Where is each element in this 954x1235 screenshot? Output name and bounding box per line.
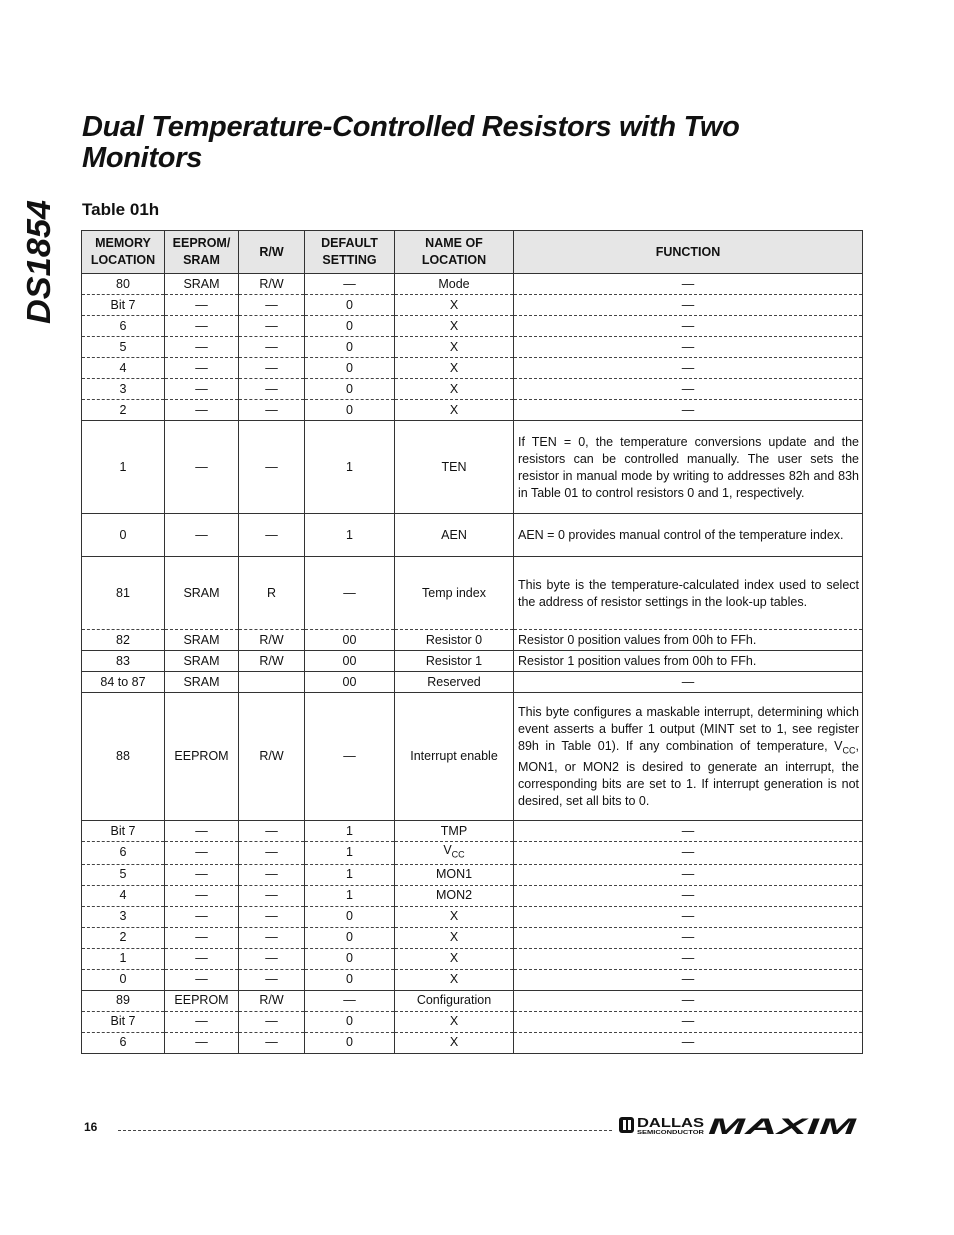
table-row: [82, 885, 863, 906]
cell-function: —: [514, 400, 863, 421]
cell-default-setting: —: [305, 274, 395, 295]
cell-default-setting: 0: [305, 358, 395, 379]
cell-name-of-location: AEN: [395, 514, 514, 557]
cell-default-setting: 1: [305, 821, 395, 842]
cell-rw: —: [239, 295, 305, 316]
cell-memory-location: 6: [82, 1032, 165, 1053]
cell-rw: —: [239, 514, 305, 557]
cell-default-setting: 0: [305, 295, 395, 316]
table-row: [82, 274, 863, 295]
cell-eeprom-sram: —: [165, 358, 239, 379]
cell-eeprom-sram: SRAM: [165, 651, 239, 672]
cell-default-setting: 0: [305, 337, 395, 358]
cell-eeprom-sram: EEPROM: [165, 990, 239, 1011]
table-row: [82, 672, 863, 693]
cell-rw: R/W: [239, 990, 305, 1011]
table-row: [82, 906, 863, 927]
table-row: [82, 337, 863, 358]
cell-default-setting: 00: [305, 651, 395, 672]
table-row: [82, 1032, 863, 1053]
cell-default-setting: 1: [305, 885, 395, 906]
cell-rw: —: [239, 969, 305, 990]
cell-rw: —: [239, 400, 305, 421]
cell-rw: —: [239, 948, 305, 969]
cell-memory-location: 5: [82, 864, 165, 885]
cell-name-of-location: MON2: [395, 885, 514, 906]
cell-name-of-location: X: [395, 379, 514, 400]
cell-rw: R/W: [239, 630, 305, 651]
cell-eeprom-sram: SRAM: [165, 672, 239, 693]
cell-name-of-location: X: [395, 316, 514, 337]
cell-memory-location: 6: [82, 316, 165, 337]
footer-rule: [118, 1130, 612, 1131]
cell-function: —: [514, 906, 863, 927]
table-row: [82, 316, 863, 337]
cell-function: Resistor 0 position values from 00h to FFh.: [514, 630, 863, 651]
cell-default-setting: 0: [305, 1032, 395, 1053]
cell-memory-location: 80: [82, 274, 165, 295]
cell-eeprom-sram: —: [165, 906, 239, 927]
cell-eeprom-sram: SRAM: [165, 557, 239, 630]
side-part-number-text: DS1854: [20, 204, 57, 324]
cell-default-setting: 0: [305, 969, 395, 990]
side-part-number: [6, 200, 60, 328]
cell-memory-location: 82: [82, 630, 165, 651]
cell-eeprom-sram: —: [165, 1032, 239, 1053]
table-row: [82, 421, 863, 514]
cell-default-setting: 1: [305, 842, 395, 865]
cell-rw: —: [239, 379, 305, 400]
side-part-number-graphic: [6, 200, 60, 328]
cell-rw: R/W: [239, 693, 305, 821]
cell-name-of-location: X: [395, 969, 514, 990]
cell-default-setting: 0: [305, 316, 395, 337]
cell-function: —: [514, 885, 863, 906]
cell-name-of-location: X: [395, 1011, 514, 1032]
table-row: [82, 1011, 863, 1032]
cell-function: —: [514, 969, 863, 990]
cell-rw: —: [239, 842, 305, 865]
header-rw: R/W: [239, 231, 305, 274]
table-row: [82, 295, 863, 316]
table-row: [82, 693, 863, 821]
cell-function: —: [514, 672, 863, 693]
cell-default-setting: 0: [305, 400, 395, 421]
cell-name-of-location: X: [395, 337, 514, 358]
svg-text:DALLAS: DALLAS: [637, 1115, 705, 1130]
table-row: [82, 630, 863, 651]
svg-text:MAXIM: MAXIM: [708, 1116, 858, 1136]
cell-rw: —: [239, 421, 305, 514]
cell-default-setting: 1: [305, 864, 395, 885]
cell-name-of-location: $V_{CC}$: [395, 842, 514, 865]
cell-memory-location: 89: [82, 990, 165, 1011]
cell-function: —: [514, 1032, 863, 1053]
cell-memory-location: 1: [82, 948, 165, 969]
table-row: [82, 358, 863, 379]
cell-function: Resistor 1 position values from 00h to FFh.: [514, 651, 863, 672]
cell-function: —: [514, 864, 863, 885]
cell-rw: —: [239, 864, 305, 885]
cell-name-of-location: Reserved: [395, 672, 514, 693]
document-title: Dual Temperature-Controlled Resistors with Two Monitors: [82, 111, 740, 174]
cell-function: AEN = 0 provides manual control of the temperature index.: [514, 514, 863, 557]
cell-eeprom-sram: —: [165, 400, 239, 421]
cell-default-setting: —: [305, 693, 395, 821]
cell-eeprom-sram: —: [165, 421, 239, 514]
table-row: [82, 842, 863, 865]
cell-function: —: [514, 337, 863, 358]
table-row: [82, 948, 863, 969]
cell-eeprom-sram: —: [165, 821, 239, 842]
cell-default-setting: 0: [305, 906, 395, 927]
cell-rw: —: [239, 358, 305, 379]
cell-function: —: [514, 1011, 863, 1032]
cell-rw: —: [239, 906, 305, 927]
cell-rw: —: [239, 337, 305, 358]
cell-eeprom-sram: —: [165, 842, 239, 865]
cell-default-setting: 00: [305, 630, 395, 651]
cell-rw: —: [239, 821, 305, 842]
table-header-row: [82, 231, 863, 274]
cell-rw: [239, 672, 305, 693]
header-function: FUNCTION: [514, 231, 863, 274]
cell-rw: —: [239, 927, 305, 948]
cell-name-of-location: X: [395, 358, 514, 379]
cell-eeprom-sram: —: [165, 969, 239, 990]
table-row: [82, 990, 863, 1011]
cell-memory-location: 2: [82, 400, 165, 421]
cell-memory-location: 3: [82, 906, 165, 927]
cell-default-setting: 0: [305, 927, 395, 948]
cell-eeprom-sram: SRAM: [165, 274, 239, 295]
cell-name-of-location: X: [395, 948, 514, 969]
cell-eeprom-sram: —: [165, 295, 239, 316]
svg-text:SEMICONDUCTOR: SEMICONDUCTOR: [637, 1130, 705, 1136]
cell-default-setting: 00: [305, 672, 395, 693]
header-eeprom-sram: EEPROM/ SRAM: [165, 231, 239, 274]
cell-function: This byte configures a maskable interrupt, determining which event asserts a buffer 1 output (MINT set to 1, see register 89h in Table 01). If any combination of temperature, $V_{CC}$, MON1, or MON2 is desired to generate an interrupt, the corresponding bits are set to 1. If interrupt generation is not desired, set all bits to 0.: [514, 693, 863, 821]
cell-eeprom-sram: —: [165, 316, 239, 337]
cell-rw: R/W: [239, 651, 305, 672]
dallas-semiconductor-logo: [618, 1114, 706, 1136]
cell-eeprom-sram: —: [165, 379, 239, 400]
cell-function: —: [514, 358, 863, 379]
cell-default-setting: 0: [305, 948, 395, 969]
cell-eeprom-sram: —: [165, 337, 239, 358]
cell-function: —: [514, 295, 863, 316]
cell-memory-location: 0: [82, 514, 165, 557]
cell-function: This byte is the temperature-calculated index used to select the address of resistor settings in the look-up tables.: [514, 557, 863, 630]
cell-memory-location: 83: [82, 651, 165, 672]
cell-eeprom-sram: —: [165, 514, 239, 557]
cell-memory-location: 5: [82, 337, 165, 358]
cell-name-of-location: Temp index: [395, 557, 514, 630]
cell-default-setting: 1: [305, 421, 395, 514]
cell-default-setting: —: [305, 557, 395, 630]
cell-function: —: [514, 316, 863, 337]
cell-memory-location: 6: [82, 842, 165, 865]
table-row: [82, 379, 863, 400]
cell-function: —: [514, 948, 863, 969]
cell-eeprom-sram: EEPROM: [165, 693, 239, 821]
cell-name-of-location: X: [395, 295, 514, 316]
cell-function: —: [514, 274, 863, 295]
header-memory-location: MEMORY LOCATION: [82, 231, 165, 274]
cell-default-setting: 1: [305, 514, 395, 557]
header-name-of-location: NAME OF LOCATION: [395, 231, 514, 274]
cell-eeprom-sram: SRAM: [165, 630, 239, 651]
cell-name-of-location: X: [395, 927, 514, 948]
cell-eeprom-sram: —: [165, 864, 239, 885]
cell-memory-location: 81: [82, 557, 165, 630]
cell-memory-location: Bit 7: [82, 1011, 165, 1032]
cell-function: —: [514, 990, 863, 1011]
table-row: [82, 557, 863, 630]
header-default-setting: DEFAULT SETTING: [305, 231, 395, 274]
table-row: [82, 651, 863, 672]
cell-name-of-location: TEN: [395, 421, 514, 514]
cell-eeprom-sram: —: [165, 1011, 239, 1032]
cell-name-of-location: X: [395, 1032, 514, 1053]
cell-memory-location: 4: [82, 358, 165, 379]
cell-function: —: [514, 842, 863, 865]
cell-memory-location: 84 to 87: [82, 672, 165, 693]
cell-memory-location: 2: [82, 927, 165, 948]
cell-name-of-location: TMP: [395, 821, 514, 842]
cell-memory-location: Bit 7: [82, 295, 165, 316]
cell-memory-location: Bit 7: [82, 821, 165, 842]
register-table: [81, 230, 863, 1054]
cell-memory-location: 4: [82, 885, 165, 906]
table-row: [82, 927, 863, 948]
maxim-logo: [708, 1116, 858, 1136]
table-row: [82, 969, 863, 990]
cell-name-of-location: Resistor 1: [395, 651, 514, 672]
cell-eeprom-sram: —: [165, 927, 239, 948]
page-number: 16: [84, 1120, 98, 1134]
table-row: [82, 514, 863, 557]
table-row: [82, 821, 863, 842]
cell-rw: —: [239, 1011, 305, 1032]
cell-name-of-location: X: [395, 400, 514, 421]
cell-function: If TEN = 0, the temperature conversions update and the resistors can be controlled manually. The user sets the resistor in manual mode by writing to addresses 82h and 83h in Table 01 to control resistors 0 and 1, respectively.: [514, 421, 863, 514]
cell-function: —: [514, 379, 863, 400]
cell-rw: R/W: [239, 274, 305, 295]
cell-default-setting: 0: [305, 1011, 395, 1032]
cell-memory-location: 3: [82, 379, 165, 400]
cell-name-of-location: Mode: [395, 274, 514, 295]
cell-rw: —: [239, 1032, 305, 1053]
table-row: [82, 400, 863, 421]
cell-rw: —: [239, 316, 305, 337]
cell-name-of-location: MON1: [395, 864, 514, 885]
cell-default-setting: 0: [305, 379, 395, 400]
table-heading: Table 01h: [82, 200, 160, 219]
cell-default-setting: —: [305, 990, 395, 1011]
cell-name-of-location: Configuration: [395, 990, 514, 1011]
cell-name-of-location: Resistor 0: [395, 630, 514, 651]
table-row: [82, 864, 863, 885]
cell-name-of-location: X: [395, 906, 514, 927]
cell-function: —: [514, 821, 863, 842]
cell-memory-location: 88: [82, 693, 165, 821]
cell-rw: R: [239, 557, 305, 630]
cell-function: —: [514, 927, 863, 948]
cell-rw: —: [239, 885, 305, 906]
cell-memory-location: 1: [82, 421, 165, 514]
cell-eeprom-sram: —: [165, 885, 239, 906]
cell-memory-location: 0: [82, 969, 165, 990]
cell-eeprom-sram: —: [165, 948, 239, 969]
cell-name-of-location: Interrupt enable: [395, 693, 514, 821]
